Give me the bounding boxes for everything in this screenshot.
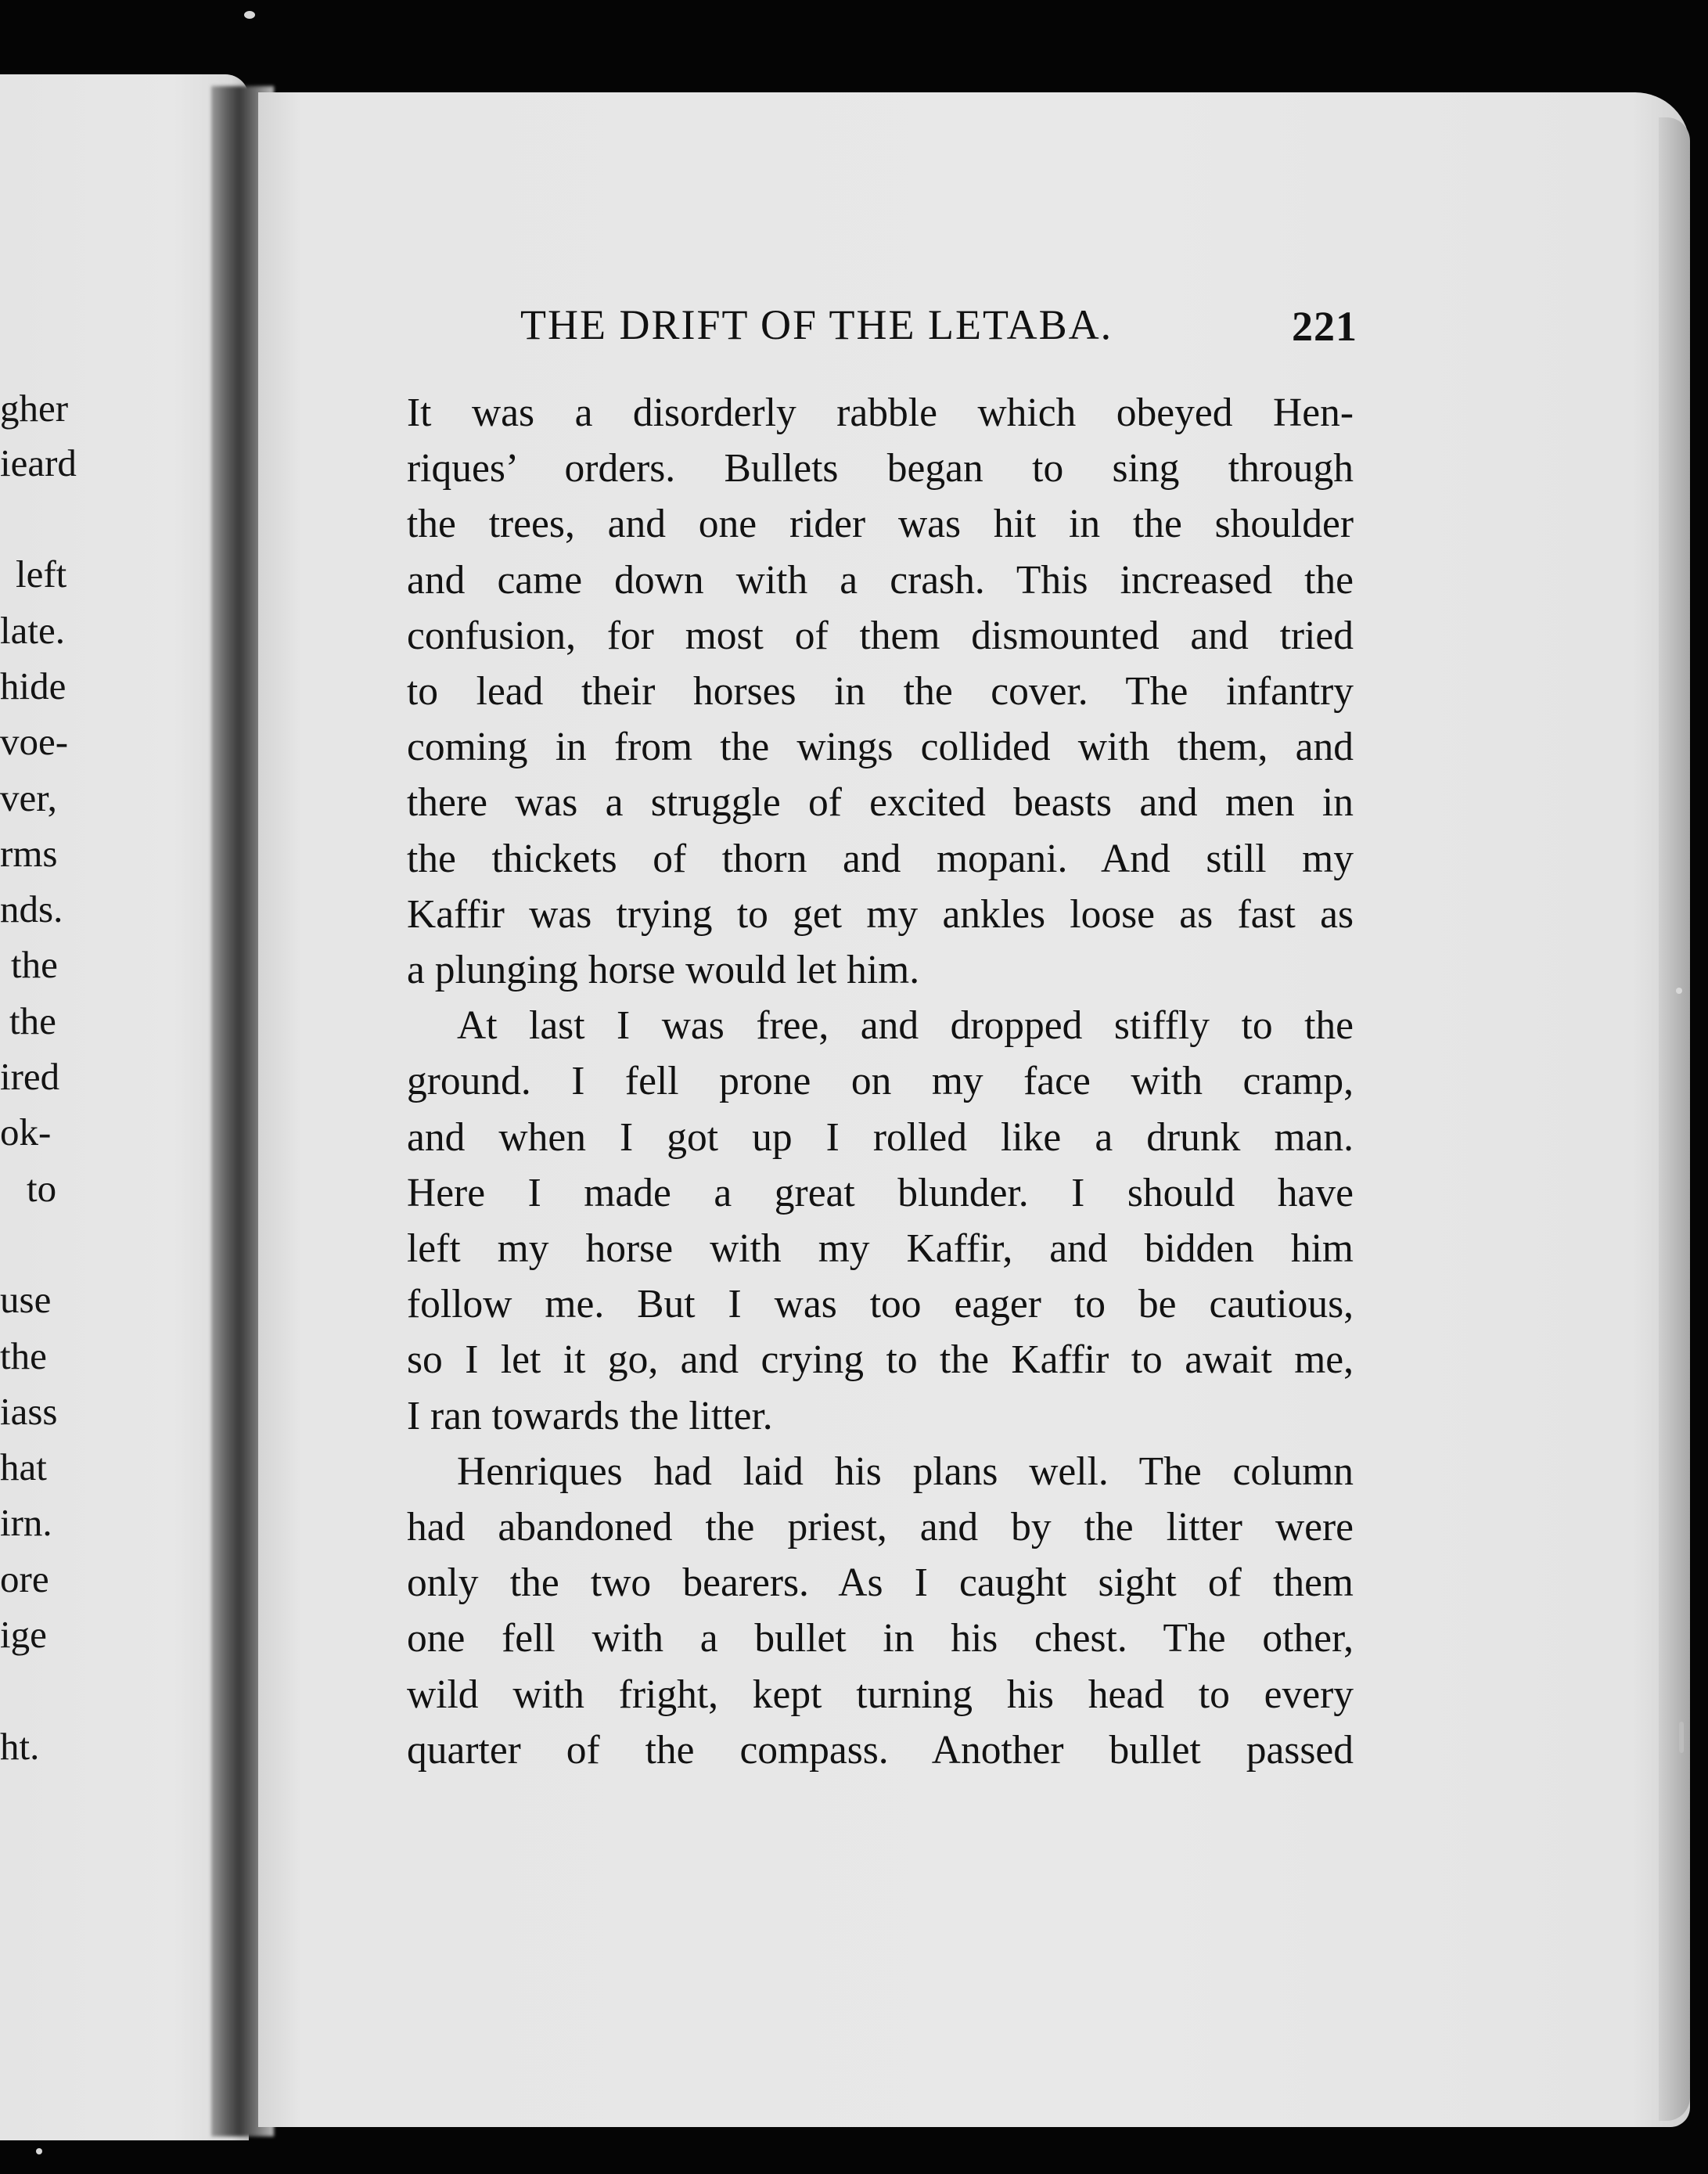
text-line: Kaffir was trying to get my ankles loose as fast as <box>407 891 1354 937</box>
left-fragment: ige <box>0 1613 47 1656</box>
page-header <box>520 301 1357 350</box>
text-line: coming in from the wings collided with them, and <box>407 725 1354 770</box>
left-fragment: iass <box>0 1390 58 1433</box>
body-text <box>407 385 1354 1778</box>
scan-speck <box>1676 988 1682 994</box>
left-fragment: irn. <box>0 1501 52 1544</box>
text-line: Henriques had laid his plans well. The column <box>457 1449 1354 1494</box>
left-fragment: hide <box>0 664 67 707</box>
left-fragment: the <box>0 1334 47 1377</box>
text-line: and came down with a crash. This increased the <box>407 557 1354 603</box>
left-fragment: the <box>9 999 56 1042</box>
left-page-text-fragments <box>0 74 81 2140</box>
text-line: the thickets of thorn and mopani. And still my <box>407 836 1354 881</box>
text-line: the trees, and one rider was hit in the shoulder <box>407 502 1354 547</box>
left-fragment: ieard <box>0 441 77 484</box>
text-line: It was a disorderly rabble which obeyed Hen- <box>407 391 1354 435</box>
text-line: there was a struggle of excited beasts and men in <box>407 780 1354 826</box>
text-line: ground. I fell prone on my face with cramp, <box>407 1059 1354 1104</box>
text-line: I ran towards the litter. <box>407 1393 773 1438</box>
text-line: riques’ orders. Bullets began to sing through <box>407 446 1354 491</box>
paragraph-1 <box>407 385 1354 998</box>
text-line: At last I was free, and dropped stiffly to the <box>457 1003 1354 1049</box>
paragraph-3 <box>407 1444 1354 1778</box>
left-fragment: rms <box>0 832 58 875</box>
scan-speck <box>1679 1722 1684 1753</box>
left-fragment: ok- <box>0 1110 52 1154</box>
page-number: 221 <box>1292 303 1357 350</box>
text-line: so I let it go, and crying to the Kaffir to await me, <box>407 1337 1354 1383</box>
text-line: only the two bearers. As I caught sight of them <box>407 1560 1354 1606</box>
left-fragment: use <box>0 1278 52 1321</box>
page-edge-shadow <box>1659 117 1690 2121</box>
left-fragment: to <box>27 1167 57 1210</box>
left-fragment: ht. <box>0 1725 40 1768</box>
text-line: a plunging horse would let him. <box>407 948 920 993</box>
left-fragment: ore <box>0 1557 49 1600</box>
scan-speck <box>244 11 255 19</box>
text-line: and when I got up I rolled like a drunk man. <box>407 1114 1354 1160</box>
text-line: quarter of the compass. Another bullet passed <box>407 1727 1354 1773</box>
left-fragment: gher <box>0 387 69 430</box>
left-fragment: left <box>16 552 67 596</box>
text-line: Here I made a great blunder. I should have <box>407 1170 1354 1215</box>
text-line: one fell with a bullet in his chest. The other, <box>407 1616 1354 1661</box>
left-fragment: ired <box>0 1055 60 1098</box>
text-line: follow me. But I was too eager to be cautious, <box>407 1282 1354 1327</box>
left-fragment: the <box>11 943 58 986</box>
left-fragment: voe- <box>0 720 69 763</box>
left-fragment: nds. <box>0 887 63 930</box>
text-line: left my horse with my Kaffir, and bidden him <box>407 1226 1354 1272</box>
left-fragment: hat <box>0 1445 47 1488</box>
text-line: confusion, for most of them dismounted and tried <box>407 613 1354 658</box>
text-line: to lead their horses in the cover. The infantry <box>407 669 1354 714</box>
scan-speck <box>36 2148 42 2154</box>
running-title: THE DRIFT OF THE LETABA. <box>520 301 1113 348</box>
paragraph-2 <box>407 998 1354 1444</box>
left-fragment: ver, <box>0 776 57 819</box>
text-line: wild with fright, kept turning his head to every <box>407 1672 1354 1717</box>
left-fragment: late. <box>0 609 65 652</box>
text-line: had abandoned the priest, and by the litter were <box>407 1505 1354 1550</box>
